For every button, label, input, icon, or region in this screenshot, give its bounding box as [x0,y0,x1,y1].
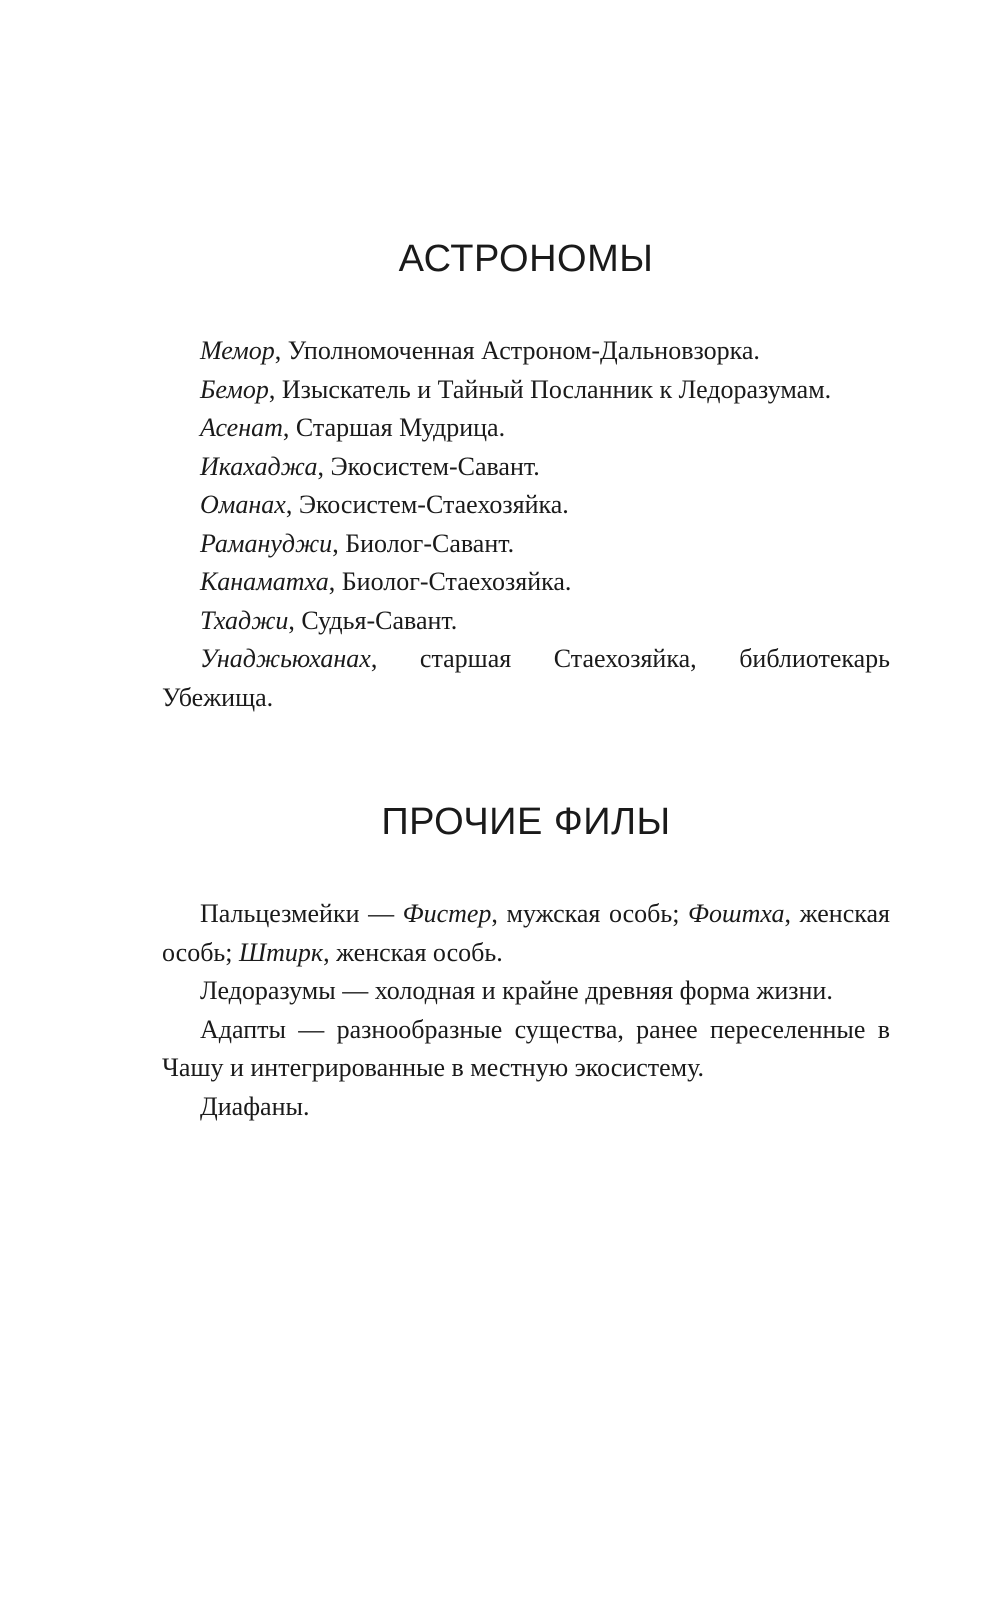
paragraph-icemindss: Ледоразумы — холодная и крайне древняя форма жизни. [200,976,833,1005]
list-item [162,448,890,487]
character-name: Фоштха [688,899,785,928]
character-name: Оманах [200,490,286,519]
character-description: , Биолог-Савант. [332,528,515,558]
book-page [162,230,890,1126]
text-fragment: Пальцезмейки — [200,899,403,928]
list-item [162,486,890,525]
paragraph-adapts: Адапты — разнообразные существа, ранее переселенные в Чашу и интегрированные в местную экосистему. [162,1014,890,1082]
astronomers-list [162,332,890,717]
text-fragment: , женская особь; [162,899,890,967]
character-name: Канаматха [200,567,329,596]
list-item [162,409,890,448]
list-item [162,371,890,410]
character-name: Асенат [200,413,283,442]
character-name: Мемор [200,336,275,365]
text-fragment: , мужская особь; [491,899,689,928]
list-item [162,563,890,602]
character-name: Фистер [402,899,492,928]
character-description: , Биолог-Стаехозяйка. [328,567,572,596]
character-name: Рамануджи [200,528,333,558]
character-description: , Судья-Савант. [288,605,458,635]
character-name: Бемор [200,374,269,404]
character-description: , Экосистем-Савант. [317,451,540,481]
list-item [162,525,890,564]
other-phyla-list [162,895,890,1126]
character-name: Тхаджи [200,605,289,635]
astronomers-heading: АСТРОНОМЫ [398,238,654,280]
character-name: Икахаджа [200,451,318,481]
list-item [162,602,890,641]
character-description: , Уполномоченная Астроном-Дальновзорка. [274,336,760,365]
character-description: , Изыскатель и Тайный Посланник к Ледоразумам. [268,374,832,404]
character-description: , Старшая Мудрица. [282,413,506,442]
character-name: Штирк [239,937,324,967]
character-name: Унаджьюханах [200,644,371,673]
paragraph-fingersnakes [162,895,890,972]
text-fragment: , женская особь. [323,937,503,967]
paragraph-diaphanes: Диафаны. [200,1091,310,1121]
list-item [162,640,890,717]
list-item [162,332,890,371]
other-phyla-heading: ПРОЧИЕ ФИЛЫ [381,801,671,843]
character-description: , старшая Стаехозяйка, библиотекарь Убежища. [162,644,890,712]
character-description: , Экосистем-Стаехозяйка. [285,490,569,519]
